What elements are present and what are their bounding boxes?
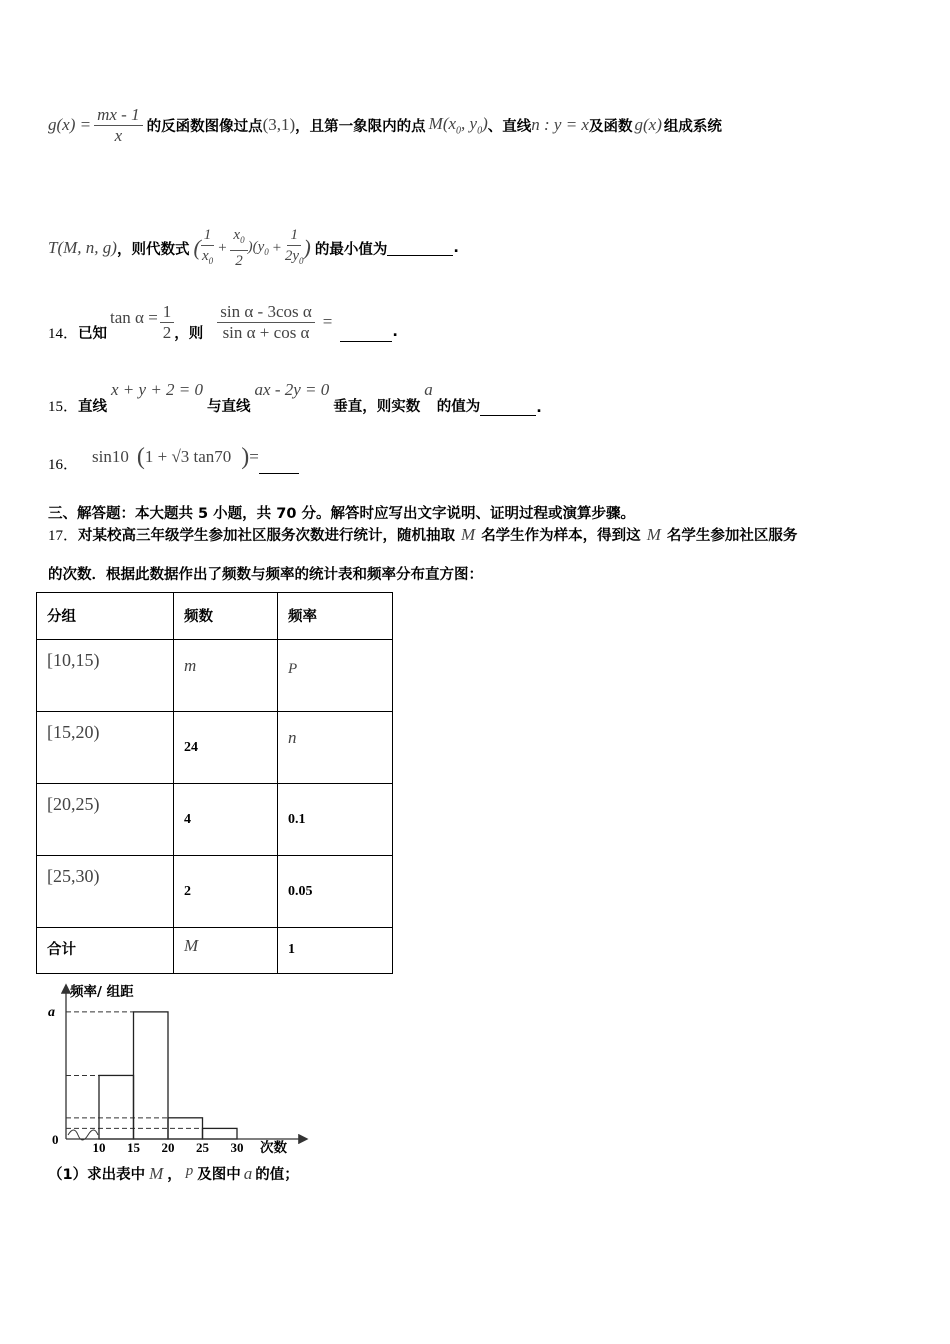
q13-line2 xyxy=(48,212,459,284)
table-row xyxy=(37,856,393,928)
q13-text-6: ，则代数式 xyxy=(116,241,190,258)
q14-answer-blank[interactable] xyxy=(340,327,392,342)
row2-freq: 24 xyxy=(174,712,278,784)
q17-M1: M xyxy=(461,524,476,544)
row4-rate: 0.05 xyxy=(278,856,393,928)
q16-inner: 1 + √3 tan70 xyxy=(144,447,232,466)
row1-rate: P xyxy=(278,640,393,712)
q17-text-3: 名学生参加社区服务 xyxy=(666,528,798,544)
g-function-lhs: g(x) = xyxy=(48,115,92,134)
row2-group: [15,20) xyxy=(37,712,174,784)
total-freq: M xyxy=(174,928,278,974)
q13-line1 xyxy=(48,100,722,150)
x-tick-label: 15 xyxy=(127,1140,140,1155)
q17-M2: M xyxy=(646,524,661,544)
q13-expression: ( $\frac{1}{x_0}$ + $\frac{x_0}{2}$ )($y_0$ + $\frac{1}{2y_0}$ ) xyxy=(193,227,311,269)
part1-number: （1） xyxy=(48,1167,88,1183)
histogram-bar xyxy=(203,1128,238,1139)
x-tick-label: 20 xyxy=(161,1140,175,1155)
header-frequency: 频数 xyxy=(174,593,278,640)
row2-rate: n xyxy=(278,712,393,784)
q16-line xyxy=(48,440,299,474)
q17-text-1: 对某校高三年级学生参加社区服务次数进行统计，随机抽取 xyxy=(78,528,456,544)
q16-paren-open: ( xyxy=(136,443,145,470)
g-function-fraction xyxy=(94,105,142,146)
q13-text-7: 的最小值为 xyxy=(314,241,388,258)
part1-text-1: 求出表中 xyxy=(87,1167,146,1183)
q15-line-1: x + y + 2 = 0 xyxy=(111,380,204,399)
q14-number: 14． xyxy=(48,325,79,342)
x-tick-label: 30 xyxy=(230,1140,244,1155)
frequency-histogram xyxy=(40,978,330,1158)
q14-end: . xyxy=(392,324,398,340)
q13-point: (3,1) xyxy=(262,115,296,134)
y-axis-label: 频率/ 组距 xyxy=(70,984,134,1000)
q15-text-4: 的值为 xyxy=(436,399,481,415)
part1-text-2: 及图中 xyxy=(197,1167,241,1183)
q17-number: 17． xyxy=(48,528,79,544)
q14-line xyxy=(48,296,398,348)
q15-number: 15． xyxy=(48,399,79,415)
section3-heading: 三、解答题：本大题共 5 小题，共 70 分。解答时应写出文字说明、证明过程或演算步骤。 xyxy=(48,506,635,522)
header-group: 分组 xyxy=(37,593,174,640)
row3-freq: 4 xyxy=(174,784,278,856)
q13-gx: g(x) xyxy=(634,115,662,134)
row1-freq: m xyxy=(174,640,278,712)
q17-text-2: 名学生作为样本，得到这 xyxy=(481,528,641,544)
q13-end: . xyxy=(453,240,459,256)
q14-text-1: 已知 xyxy=(78,325,108,342)
q15-answer-blank[interactable] xyxy=(480,401,536,416)
table-row xyxy=(37,640,393,712)
x-tick-label: 10 xyxy=(92,1140,106,1155)
row1-group: [10,15) xyxy=(37,640,174,712)
q16-number: 16． xyxy=(48,457,79,473)
histogram-bar xyxy=(99,1075,134,1139)
part1-a: a xyxy=(243,1163,253,1183)
part1-M: M xyxy=(149,1163,164,1183)
q14-equals: = xyxy=(322,312,333,331)
q15-line xyxy=(48,380,542,416)
q13-text-2: ，且第一象限内的点 xyxy=(295,118,426,135)
q13-answer-blank[interactable] xyxy=(387,241,453,256)
x-tick-label: 25 xyxy=(196,1140,209,1155)
q14-tan-fraction: $\frac{1}{2}$ xyxy=(160,302,175,343)
histogram-bar xyxy=(134,1012,169,1139)
table-row xyxy=(37,784,393,856)
g-fraction-denominator: x xyxy=(114,125,123,145)
q16-equals: = xyxy=(249,447,259,466)
q15-text-2: 与直线 xyxy=(207,399,251,415)
q13-text-3: 、直线 xyxy=(487,118,532,135)
x-axis-label: 次数 xyxy=(260,1140,287,1156)
q16-paren-close: ) xyxy=(241,443,250,470)
header-rate: 频率 xyxy=(278,593,393,640)
part1-p: p xyxy=(185,1163,194,1179)
row4-freq: 2 xyxy=(174,856,278,928)
q13-text-1: 的反函数图像过点 xyxy=(146,118,263,135)
q15-end: . xyxy=(536,400,542,416)
q17-line1 xyxy=(48,524,797,545)
q15-text-3: 垂直，则实数 xyxy=(333,399,421,415)
q13-text-4: 及函数 xyxy=(588,118,633,135)
row3-group: [20,25) xyxy=(37,784,174,856)
part1-text-3: 的值； xyxy=(255,1167,299,1183)
row4-group: [25,30) xyxy=(37,856,174,928)
q13-text-5: 组成系统 xyxy=(663,118,722,135)
total-rate: 1 xyxy=(278,928,393,974)
q14-text-2: ，则 xyxy=(174,325,204,342)
q13-point-M: $M(x_0$, $y_0$) xyxy=(428,113,488,137)
q14-ratio-fraction: $\frac{\text{sin α - 3cos α}}{\text{sin α + cos α}}$ xyxy=(217,302,314,343)
q14-tan: tan α = xyxy=(110,308,158,327)
table-header-row xyxy=(37,593,393,640)
y-value-label-a: a xyxy=(48,1004,55,1020)
q16-sin: sin10 xyxy=(92,447,129,466)
origin-label: 0 xyxy=(52,1132,59,1147)
table-total-row xyxy=(37,928,393,974)
q17-line2: 的次数．根据此数据作出了频数与频率的统计表和频率分布直方图： xyxy=(48,567,483,583)
q15-text-1: 直线 xyxy=(78,399,108,415)
q15-line-2: ax - 2y = 0 xyxy=(254,380,330,399)
q13-line-n: n : y = x xyxy=(531,115,589,134)
row3-rate: 0.1 xyxy=(278,784,393,856)
total-label: 合计 xyxy=(37,928,174,974)
part1-separator: ， xyxy=(167,1167,182,1183)
q15-var-a: a xyxy=(424,380,433,399)
q16-answer-blank[interactable] xyxy=(259,459,299,474)
g-fraction-numerator: mx - 1 xyxy=(94,105,142,126)
q17-part1 xyxy=(48,1163,299,1184)
q13-system-T: T(M, n, g) xyxy=(48,238,117,257)
frequency-table xyxy=(36,592,393,974)
table-row xyxy=(37,712,393,784)
